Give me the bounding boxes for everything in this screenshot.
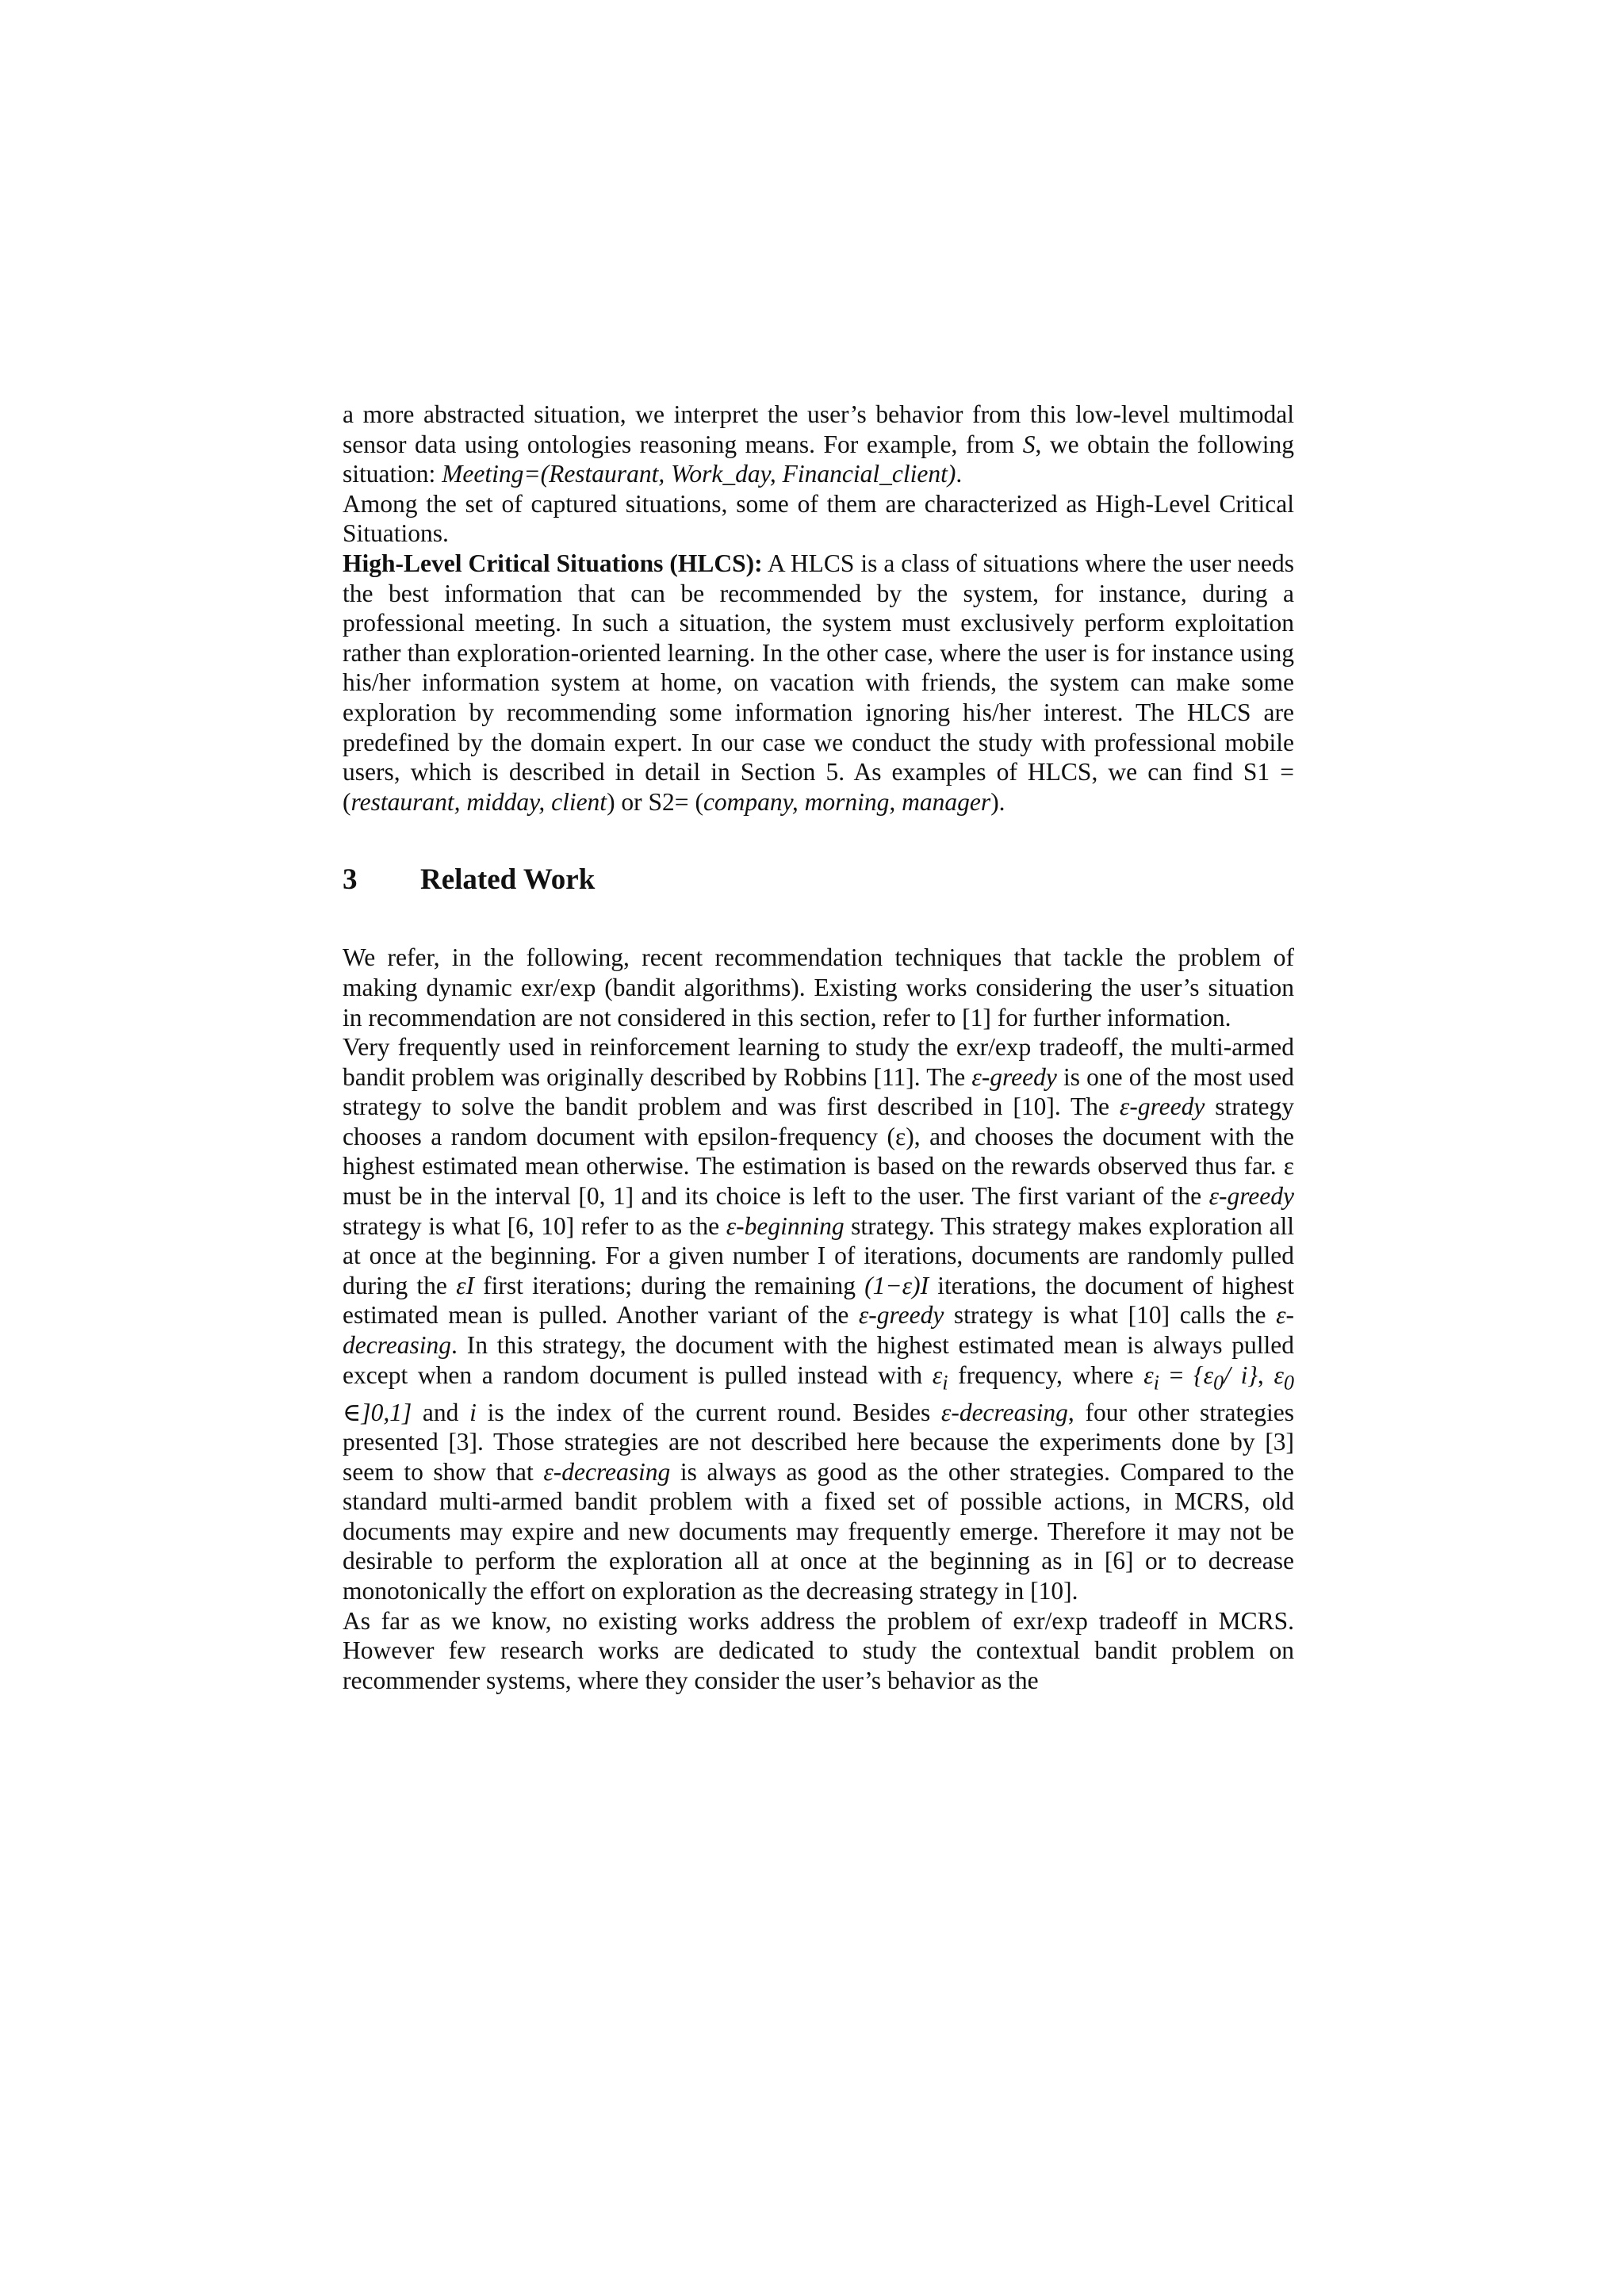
variable-s: S	[1022, 430, 1036, 458]
math-remaining-iterations: (1−ε)I	[864, 1271, 929, 1299]
math-symbol: {ε	[1193, 1360, 1214, 1389]
math-interval: ∈]0,1]	[343, 1398, 412, 1426]
text-run: iterations, the document of highest estimated mean is pulled. Another variant of the	[343, 1271, 1294, 1330]
math-symbol: ε	[932, 1360, 943, 1389]
text-run: strategy chooses a random document with epsilon-frequency (ε), and chooses the document with the highest estimated mean otherwise. The estimation is based on the rewards observed thus far. ε must be in the interval [0, 1] and its choice is left to the user. The first variant of the	[343, 1093, 1294, 1211]
hlcs-example-s2: company, morning, manager	[703, 787, 991, 816]
text-run: strategy is what [6, 10] refer to as the	[343, 1211, 726, 1240]
paragraph-bandit-strategies	[343, 1032, 1294, 1606]
text-run: .	[956, 460, 963, 488]
term-epsilon-greedy: ε-greedy	[971, 1062, 1057, 1091]
hlcs-example-s1: restaurant, midday, client	[350, 787, 607, 816]
math-epsilon-sub-i	[932, 1360, 948, 1394]
text-run: ,	[1257, 1360, 1274, 1389]
math-subscript: i	[942, 1370, 948, 1394]
term-epsilon-decreasing: ε-decreasing	[343, 1301, 1294, 1360]
text-run: Very frequently used in reinforcement learning to study the exr/exp tradeoff, the multi-armed bandit problem was originally described by Robbins [11]. The	[343, 1033, 1294, 1091]
text-run: and	[412, 1398, 470, 1426]
math-epsilon-set	[1193, 1360, 1258, 1394]
paragraph-captured-situations: Among the set of captured situations, some of them are characterized as High-Level Critical Situations.	[343, 489, 1294, 548]
text-run: =	[1159, 1360, 1194, 1389]
paragraph-contextual-bandit: As far as we know, no existing works address the problem of exr/exp tradeoff in MCRS. However few research works are dedicated to study the contextual bandit problem on recommender systems, where they consider the user’s behavior as the	[343, 1606, 1294, 1694]
text-run: ) or S2= (	[607, 787, 703, 816]
text-run: frequency, where	[948, 1360, 1144, 1389]
term-epsilon-decreasing: ε-decreasing	[940, 1398, 1068, 1426]
section-title: Related Work	[420, 863, 596, 897]
math-subscript: 0	[1213, 1370, 1224, 1394]
math-epsilon-i: εI	[456, 1271, 474, 1299]
text-run: is always as good as the other strategies. Compared to the standard multi-armed bandit problem with a fixed set of possible actions, in MCRS, old documents may expire and new documents may frequently emerge. Therefore it may not be desirable to perform the exploration all at once at the beginning as in [6] or to decrease monotonically the effort on exploration as the decreasing strategy in [10].	[343, 1457, 1295, 1605]
math-subscript: i	[1153, 1370, 1159, 1394]
term-epsilon-greedy: ε-greedy	[1119, 1093, 1205, 1121]
meeting-situation: Meeting=(Restaurant, Work_day, Financial_client)	[442, 460, 956, 488]
text-run: ).	[990, 787, 1005, 816]
term-epsilon-greedy: ε-greedy	[1208, 1182, 1294, 1211]
paragraph-hlcs-definition	[343, 549, 1294, 817]
page-body	[343, 400, 1294, 1695]
paragraph-related-intro: We refer, in the following, recent recommendation techniques that tackle the problem of making dynamic exr/exp (bandit algorithms). Existing works considering the user’s situation in recommendation are not considered in this section, refer to [1] for further information.	[343, 943, 1294, 1031]
text-run: first iterations; during the remaining	[473, 1271, 865, 1299]
text-run: a more abstracted situation, we interpret the user’s behavior from this low-level multimodal sensor data using ontologies reasoning means. For example, from	[343, 400, 1294, 458]
hlcs-term: High-Level Critical Situations (HLCS):	[343, 549, 763, 577]
section-heading	[343, 863, 1294, 897]
text-run: is one of the most used strategy to solve the bandit problem and was first described in [10]. The	[343, 1062, 1295, 1121]
text-run: , four other strategies presented [3]. Those strategies are not described here because the experiments done by [3] seem to show that	[343, 1398, 1295, 1486]
math-symbol: ε	[1143, 1360, 1154, 1389]
math-symbol: ε	[1274, 1360, 1284, 1389]
term-epsilon-greedy: ε-greedy	[858, 1301, 944, 1330]
term-epsilon-beginning: ε-beginning	[726, 1211, 845, 1240]
text-run: strategy. This strategy makes exploration all at once at the beginning. For a given number I of iterations, documents are randomly pulled during the	[343, 1211, 1294, 1299]
text-run: A HLCS is a class of situations where the user needs the best information that can be recommended by the system, for instance, during a professional meeting. In such a situation, the system must exclusively perform exploitation rather than exploration-oriented learning. In the other case, where the user is for instance using his/her information system at home, on vacation with friends, the system can make some exploration by recommending some information ignoring his/her interest. The HLCS are predefined by the domain expert. In our case we conduct the study with professional mobile users, which is described in detail in Section 5. As examples of HLCS, we can find S1 = (	[343, 549, 1294, 816]
math-epsilon-sub-i	[1143, 1360, 1159, 1394]
text-run: , we obtain the following situation:	[343, 430, 1294, 488]
term-epsilon-decreasing: ε-decreasing	[543, 1457, 671, 1486]
paragraph-situation-example	[343, 400, 1294, 489]
text-run: is the index of the current round. Besides	[476, 1398, 941, 1426]
math-index-i: i	[469, 1398, 477, 1426]
text-run: . In this strategy, the document with the highest estimated mean is always pulled except when a random document is pulled instead with	[343, 1331, 1294, 1389]
math-subscript: 0	[1283, 1370, 1295, 1394]
text-run: strategy is what [10] calls the	[944, 1301, 1277, 1330]
section-number: 3	[343, 863, 358, 897]
math-symbol: / i}	[1224, 1360, 1258, 1389]
